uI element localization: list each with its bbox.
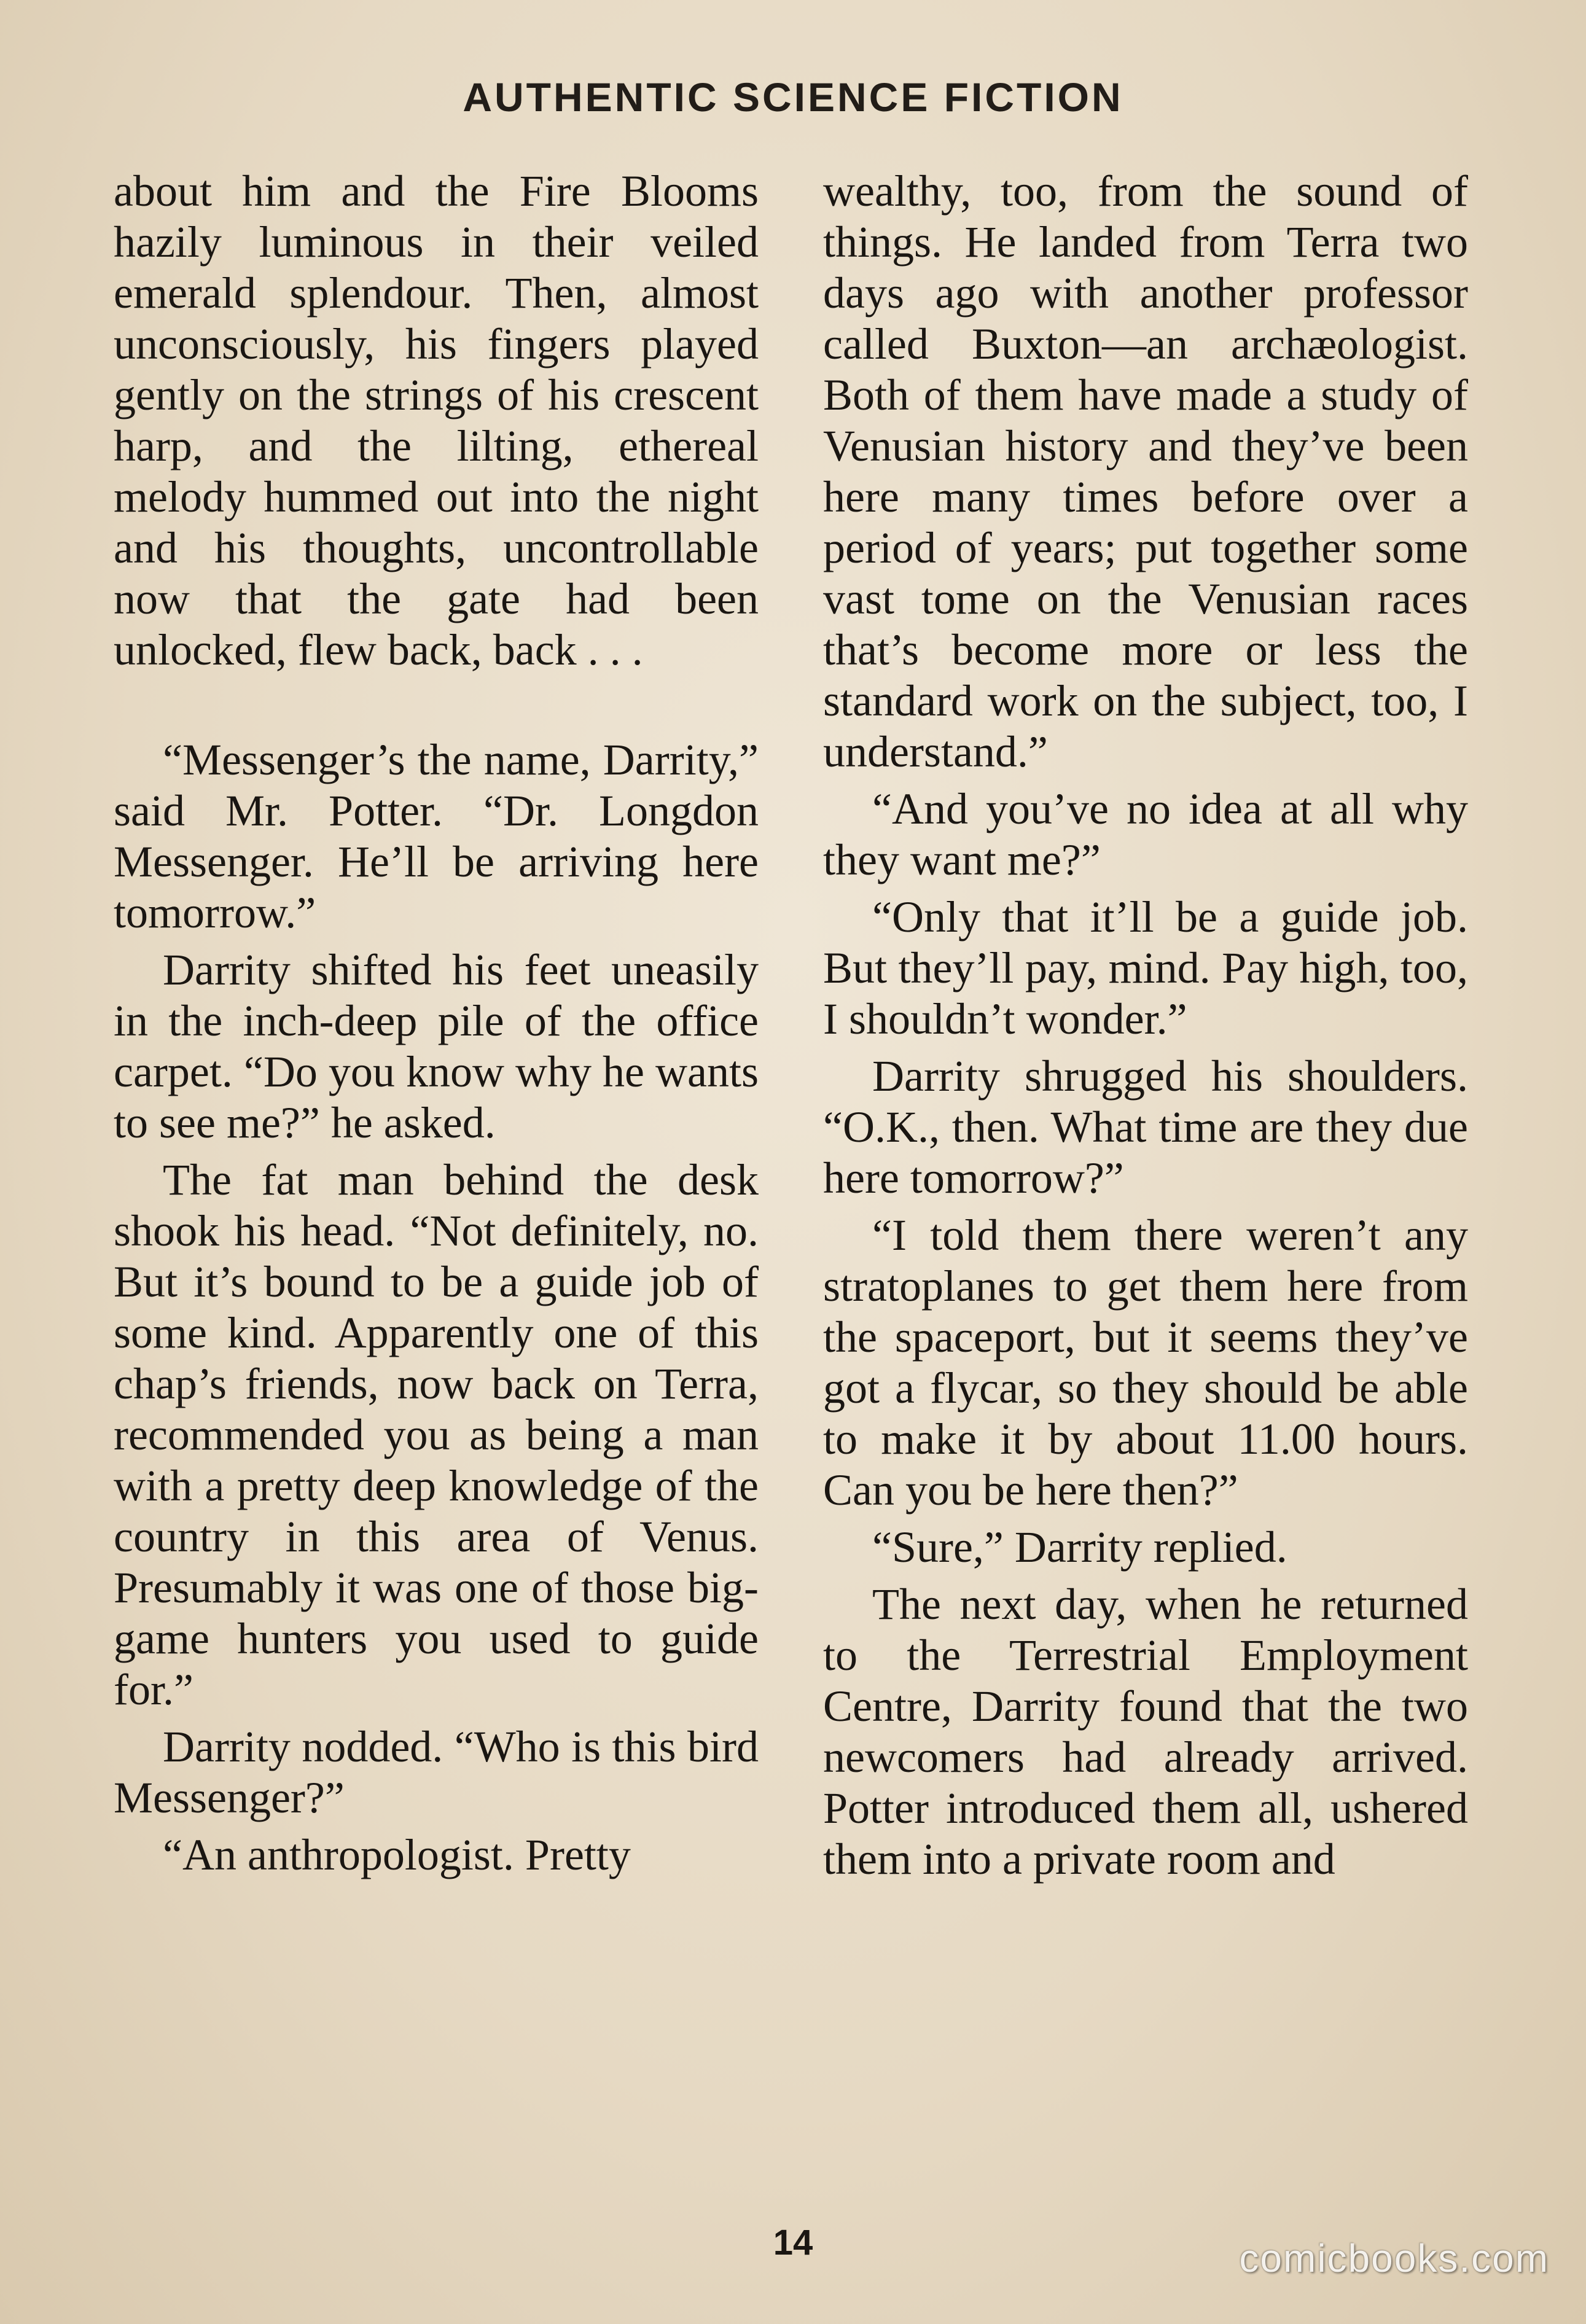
paragraph: “Sure,” Darrity replied.: [872, 1523, 1287, 1572]
paragraph: Darrity nodded. “Who is this bird Messenger?”: [114, 1722, 759, 1822]
paragraph: “An anthropologist. Pretty: [163, 1830, 631, 1879]
watermark: comicbooks.com: [1239, 2236, 1549, 2280]
paragraph: Darrity shrugged his shoulders. “O.K., then. What time are they due here tomorrow?”: [823, 1051, 1468, 1203]
paragraph: “And you’ve no idea at all why they want me?”: [823, 784, 1468, 884]
page-number: 14: [773, 2223, 813, 2263]
paragraph: Darrity shifted his feet uneasily in the inch-deep pile of the office carpet. “Do you know why he wants to see me?” he asked.: [114, 945, 759, 1147]
paragraph: “I told them there weren’t any stratoplanes to get them here from the spaceport, but it seems they’ve got a flycar, so they should be able to make it by about 11.00 hours. Can you be here then?”: [823, 1211, 1468, 1515]
right-column: [823, 166, 1468, 1885]
paragraph: The fat man behind the desk shook his head. “Not definitely, no. But it’s bound to be a guide job of some kind. Apparently one of this chap’s friends, now back on Terra, recommended you as being a man with a pretty deep knowledge of the country in this area of Venus. Presumably it was one of those big-game hunters you used to guide for.”: [114, 1155, 759, 1714]
paragraph: wealthy, too, from the sound of things. He landed from Terra two days ago with another professor called Buxton—an archæologist. Both of them have made a study of Venusian history and they’ve been here many times before over a period of years; put together some vast tome on the Venusian races that’s become more or less the standard work on the subject, too, I understand.”: [823, 166, 1468, 776]
paragraph: “Only that it’ll be a guide job. But they’ll pay, mind. Pay high, too, I shouldn’t wonder.”: [823, 892, 1468, 1043]
running-title: AUTHENTIC SCIENCE FICTION: [463, 74, 1123, 120]
left-column: [114, 166, 759, 1881]
paragraph: about him and the Fire Blooms hazily luminous in their veiled emerald splendour. Then, almost unconsciously, his fingers played gently on the strings of his crescent harp, and the lilting, ethereal melody hummed out into the night and his thoughts, uncontrollable now that the gate had been unlocked, flew back, back . . .: [114, 166, 759, 674]
paragraph: “Messenger’s the name, Darrity,” said Mr. Potter. “Dr. Longdon Messenger. He’ll be arriving here tomorrow.”: [114, 735, 759, 937]
paragraph: The next day, when he returned to the Terrestrial Employment Centre, Darrity found that the two newcomers had already arrived. Potter introduced them all, ushered them into a private room and: [823, 1580, 1468, 1884]
